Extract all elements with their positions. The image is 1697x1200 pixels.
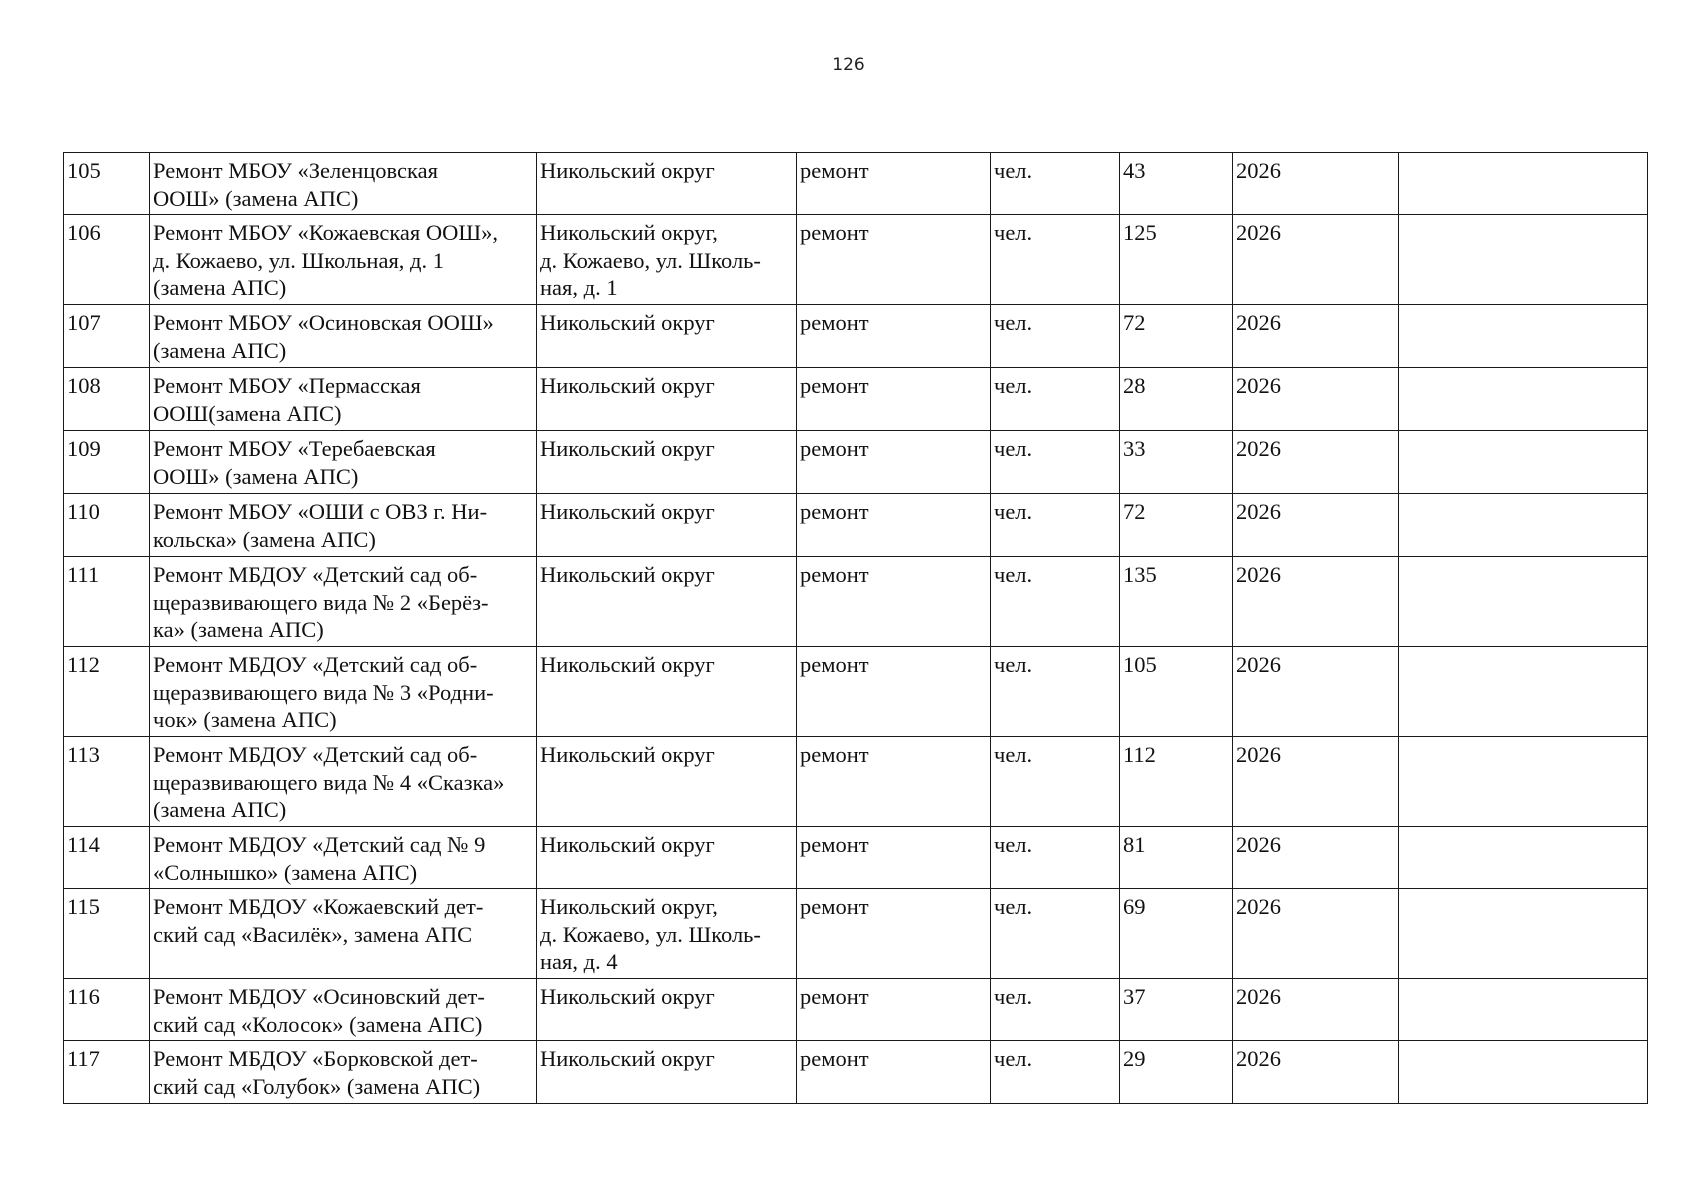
unit-cell: чел. <box>991 431 1120 494</box>
row-number-cell: 111 <box>64 557 150 647</box>
quantity-cell: 37 <box>1120 979 1233 1041</box>
object-cell: Ремонт МБДОУ «Осиновский дет- ский сад «Колосок» (замена АПС) <box>150 979 537 1041</box>
table-body <box>64 153 1648 1104</box>
quantity-cell: 69 <box>1120 889 1233 979</box>
location-cell: Никольский округ <box>537 557 797 647</box>
year-cell: 2026 <box>1233 557 1399 647</box>
note-cell <box>1399 153 1648 215</box>
work-type-cell: ремонт <box>797 827 991 889</box>
row-number-cell: 115 <box>64 889 150 979</box>
table-row <box>64 557 1648 647</box>
quantity-cell: 72 <box>1120 494 1233 557</box>
object-cell: Ремонт МБОУ «Кожаевская ООШ», д. Кожаево, ул. Школьная, д. 1 (замена АПС) <box>150 215 537 305</box>
quantity-cell: 29 <box>1120 1041 1233 1104</box>
row-number-cell: 116 <box>64 979 150 1041</box>
object-cell: Ремонт МБОУ «Пермасская ООШ(замена АПС) <box>150 368 537 431</box>
unit-cell: чел. <box>991 1041 1120 1104</box>
quantity-cell: 72 <box>1120 305 1233 368</box>
location-cell: Никольский округ <box>537 737 797 827</box>
location-cell: Никольский округ <box>537 431 797 494</box>
note-cell <box>1399 979 1648 1041</box>
table-row <box>64 368 1648 431</box>
note-cell <box>1399 827 1648 889</box>
note-cell <box>1399 494 1648 557</box>
object-cell: Ремонт МБДОУ «Кожаевский дет- ский сад «Василёк», замена АПС <box>150 889 537 979</box>
quantity-cell: 43 <box>1120 153 1233 215</box>
year-cell: 2026 <box>1233 494 1399 557</box>
year-cell: 2026 <box>1233 153 1399 215</box>
works-table <box>63 152 1648 1104</box>
note-cell <box>1399 737 1648 827</box>
table-row <box>64 889 1648 979</box>
quantity-cell: 33 <box>1120 431 1233 494</box>
object-cell: Ремонт МБОУ «ОШИ с ОВЗ г. Ни- кольска» (замена АПС) <box>150 494 537 557</box>
quantity-cell: 105 <box>1120 647 1233 737</box>
quantity-cell: 135 <box>1120 557 1233 647</box>
object-cell: Ремонт МБОУ «Теребаевская ООШ» (замена АПС) <box>150 431 537 494</box>
table-row <box>64 979 1648 1041</box>
location-cell: Никольский округ <box>537 1041 797 1104</box>
unit-cell: чел. <box>991 889 1120 979</box>
year-cell: 2026 <box>1233 305 1399 368</box>
row-number-cell: 113 <box>64 737 150 827</box>
year-cell: 2026 <box>1233 1041 1399 1104</box>
unit-cell: чел. <box>991 557 1120 647</box>
location-cell: Никольский округ <box>537 827 797 889</box>
work-type-cell: ремонт <box>797 737 991 827</box>
unit-cell: чел. <box>991 827 1120 889</box>
unit-cell: чел. <box>991 494 1120 557</box>
object-cell: Ремонт МБДОУ «Детский сад № 9 «Солнышко» (замена АПС) <box>150 827 537 889</box>
location-cell: Никольский округ <box>537 368 797 431</box>
table-row <box>64 215 1648 305</box>
object-cell: Ремонт МБДОУ «Детский сад об- щеразвивающего вида № 3 «Родни- чок» (замена АПС) <box>150 647 537 737</box>
note-cell <box>1399 215 1648 305</box>
table-row <box>64 153 1648 215</box>
row-number-cell: 117 <box>64 1041 150 1104</box>
table-row <box>64 431 1648 494</box>
table-row <box>64 827 1648 889</box>
table-row <box>64 1041 1648 1104</box>
unit-cell: чел. <box>991 215 1120 305</box>
row-number-cell: 107 <box>64 305 150 368</box>
work-type-cell: ремонт <box>797 153 991 215</box>
object-cell: Ремонт МБДОУ «Детский сад об- щеразвивающего вида № 4 «Сказка» (замена АПС) <box>150 737 537 827</box>
year-cell: 2026 <box>1233 215 1399 305</box>
location-cell: Никольский округ <box>537 305 797 368</box>
work-type-cell: ремонт <box>797 431 991 494</box>
row-number-cell: 112 <box>64 647 150 737</box>
unit-cell: чел. <box>991 305 1120 368</box>
note-cell <box>1399 557 1648 647</box>
note-cell <box>1399 889 1648 979</box>
row-number-cell: 108 <box>64 368 150 431</box>
year-cell: 2026 <box>1233 647 1399 737</box>
work-type-cell: ремонт <box>797 305 991 368</box>
row-number-cell: 114 <box>64 827 150 889</box>
unit-cell: чел. <box>991 368 1120 431</box>
year-cell: 2026 <box>1233 368 1399 431</box>
location-cell: Никольский округ <box>537 647 797 737</box>
quantity-cell: 28 <box>1120 368 1233 431</box>
table-row <box>64 647 1648 737</box>
quantity-cell: 112 <box>1120 737 1233 827</box>
row-number-cell: 106 <box>64 215 150 305</box>
year-cell: 2026 <box>1233 889 1399 979</box>
work-type-cell: ремонт <box>797 1041 991 1104</box>
unit-cell: чел. <box>991 979 1120 1041</box>
note-cell <box>1399 647 1648 737</box>
object-cell: Ремонт МБОУ «Зеленцовская ООШ» (замена АПС) <box>150 153 537 215</box>
table-row <box>64 494 1648 557</box>
note-cell <box>1399 431 1648 494</box>
location-cell: Никольский округ, д. Кожаево, ул. Школь- ная, д. 4 <box>537 889 797 979</box>
year-cell: 2026 <box>1233 827 1399 889</box>
work-type-cell: ремонт <box>797 979 991 1041</box>
work-type-cell: ремонт <box>797 215 991 305</box>
location-cell: Никольский округ <box>537 979 797 1041</box>
note-cell <box>1399 1041 1648 1104</box>
table-row <box>64 305 1648 368</box>
year-cell: 2026 <box>1233 737 1399 827</box>
page-number: 126 <box>832 55 865 75</box>
note-cell <box>1399 305 1648 368</box>
table-row <box>64 737 1648 827</box>
object-cell: Ремонт МБДОУ «Борковской дет- ский сад «Голубок» (замена АПС) <box>150 1041 537 1104</box>
year-cell: 2026 <box>1233 979 1399 1041</box>
quantity-cell: 81 <box>1120 827 1233 889</box>
work-type-cell: ремонт <box>797 889 991 979</box>
object-cell: Ремонт МБДОУ «Детский сад об- щеразвивающего вида № 2 «Берёз- ка» (замена АПС) <box>150 557 537 647</box>
unit-cell: чел. <box>991 737 1120 827</box>
year-cell: 2026 <box>1233 431 1399 494</box>
unit-cell: чел. <box>991 153 1120 215</box>
work-type-cell: ремонт <box>797 557 991 647</box>
unit-cell: чел. <box>991 647 1120 737</box>
quantity-cell: 125 <box>1120 215 1233 305</box>
row-number-cell: 109 <box>64 431 150 494</box>
location-cell: Никольский округ, д. Кожаево, ул. Школь- ная, д. 1 <box>537 215 797 305</box>
row-number-cell: 105 <box>64 153 150 215</box>
row-number-cell: 110 <box>64 494 150 557</box>
work-type-cell: ремонт <box>797 494 991 557</box>
work-type-cell: ремонт <box>797 368 991 431</box>
location-cell: Никольский округ <box>537 153 797 215</box>
location-cell: Никольский округ <box>537 494 797 557</box>
object-cell: Ремонт МБОУ «Осиновская ООШ» (замена АПС) <box>150 305 537 368</box>
note-cell <box>1399 368 1648 431</box>
work-type-cell: ремонт <box>797 647 991 737</box>
